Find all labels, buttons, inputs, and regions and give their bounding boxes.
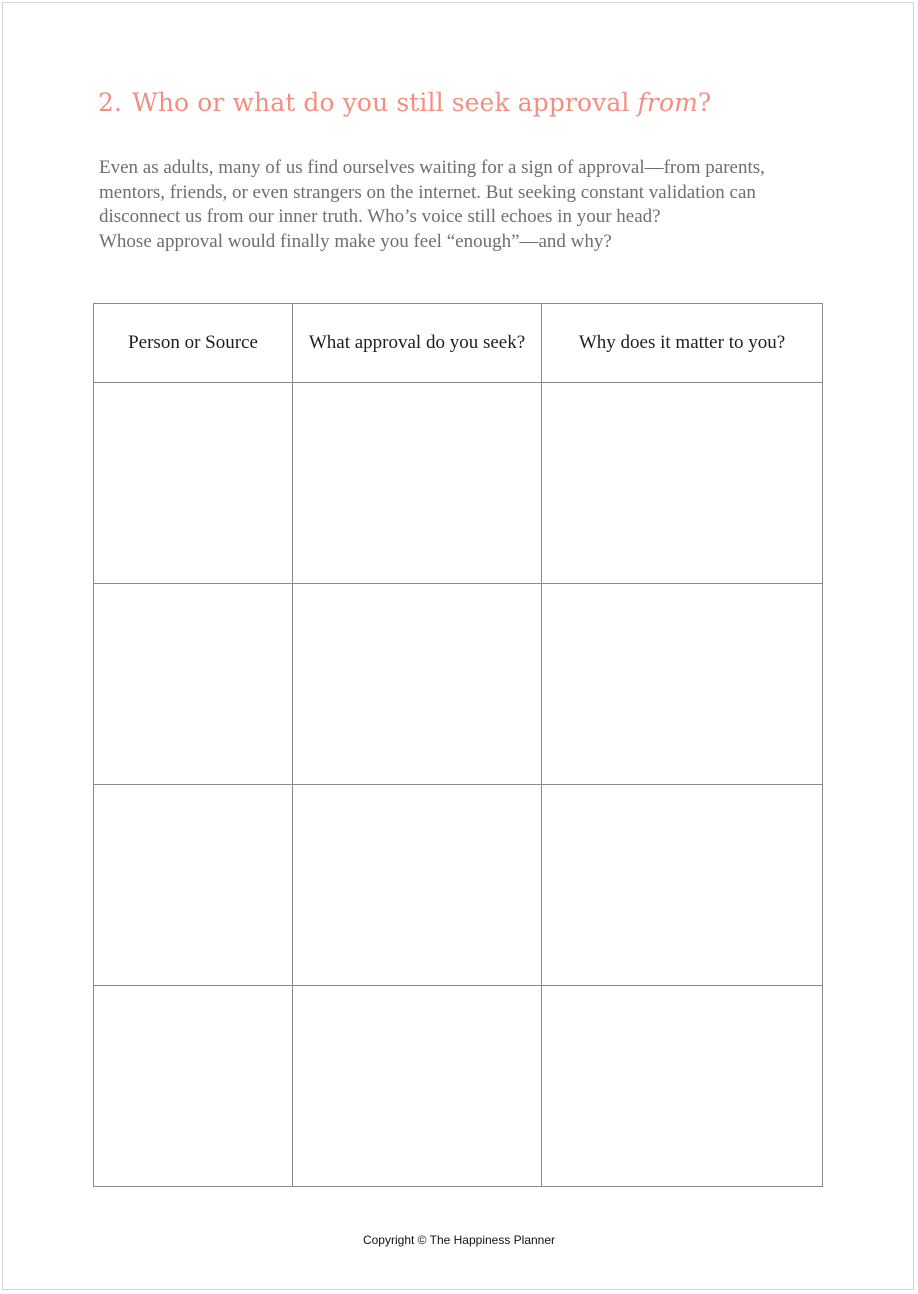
header-why-it-matters: Why does it matter to you? (542, 304, 823, 383)
intro-line: Whose approval would finally make you feel “enough”—and why? (99, 230, 612, 252)
copyright-footer: Copyright © The Happiness Planner (362, 1233, 556, 1247)
person-or-source-cell[interactable] (94, 785, 293, 986)
table-row (94, 383, 823, 584)
question-title (98, 86, 711, 120)
table-header-row (94, 304, 823, 383)
intro-line: Even as adults, many of us find ourselves waiting for a sign of approval—from parents, (99, 157, 765, 178)
why-it-matters-cell[interactable] (542, 584, 823, 785)
table-row (94, 785, 823, 986)
approval-sought-cell[interactable] (293, 584, 542, 785)
why-it-matters-cell[interactable] (542, 383, 823, 584)
person-or-source-cell[interactable] (94, 584, 293, 785)
person-or-source-cell[interactable] (94, 383, 293, 584)
question-number: 2. (98, 88, 123, 117)
intro-line: mentors, friends, or even strangers on the internet. But seeking constant validation can (99, 181, 756, 203)
question-title-end: ? (697, 88, 712, 117)
header-approval-sought: What approval do you seek? (293, 304, 542, 383)
approval-table (93, 303, 823, 1187)
approval-sought-cell[interactable] (293, 986, 542, 1187)
why-it-matters-cell[interactable] (542, 785, 823, 986)
table-row (94, 584, 823, 785)
person-or-source-cell[interactable] (94, 986, 293, 1187)
approval-sought-cell[interactable] (293, 383, 542, 584)
question-title-emphasis: from (637, 88, 698, 117)
intro-line: disconnect us from our inner truth. Who’s voice still echoes in your head? (99, 206, 661, 227)
why-it-matters-cell[interactable] (542, 986, 823, 1187)
intro-paragraph (99, 156, 819, 254)
question-title-text: Who or what do you still seek approval (132, 88, 638, 117)
approval-sought-cell[interactable] (293, 785, 542, 986)
header-person-or-source: Person or Source (94, 304, 293, 383)
table-row (94, 986, 823, 1187)
